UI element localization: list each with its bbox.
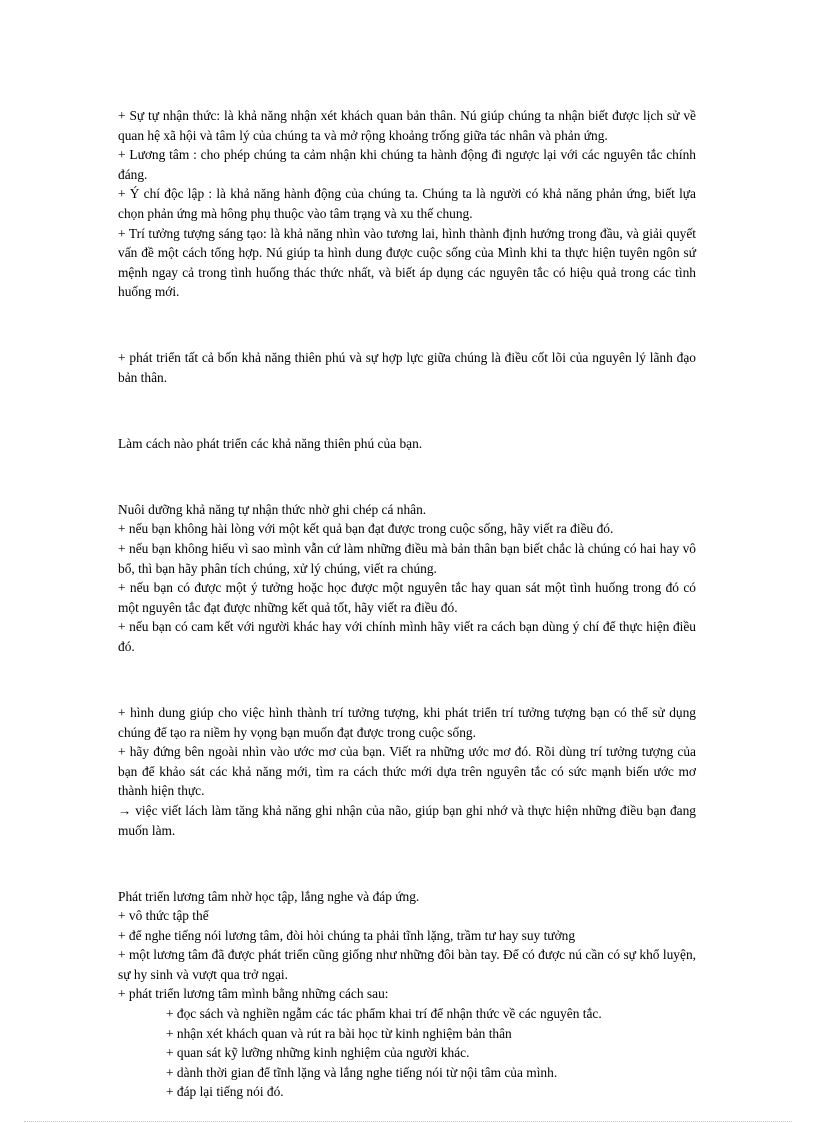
- blank-line: [118, 854, 696, 874]
- paragraph: + Sự tự nhận thức: là khả năng nhận xét khách quan bản thân. Nú giúp chúng ta nhận biết được lịch sử về quan hệ xã hội và tâm lý của chúng ta và mở rộng khoảng trống giữa tác nhân và phản ứng.: [118, 108, 696, 143]
- paragraph: → việc viết lách làm tăng khả năng ghi nhận của não, giúp bạn ghi nhớ và thực hiện những điều bạn đang muốn làm.: [118, 802, 696, 838]
- paragraph: + Trí tưởng tượng sáng tạo: là khả năng nhìn vào tương lai, hình thành định hướng trong đầu, và giải quyết vấn đề một cách tổng hợp. Nú giúp ta hình dung được cuộc sống của Mình khi ta thực hiện tuyên ngôn sứ mệnh ngay cả trong tình huống thác thức nhất, và biết áp dụng các nguyên tắc có hiệu quả trong các tình huống mới.: [118, 225, 696, 300]
- paragraph: + nếu bạn không hài lòng với một kết quả bạn đạt được trong cuộc sống, hãy viết ra điều đó.: [118, 521, 614, 537]
- paragraph: + nếu bạn không hiểu vì sao mình vẫn cứ làm những điều mà bản thân bạn biết chắc là chúng có hai hay vô bổ, thì bạn hãy phân tích chúng, xử lý chúng, viết ra chúng.: [118, 541, 696, 576]
- sub-list-item: + nhận xét khách quan và rút ra bài học từ kinh nghiệm bản thân: [166, 1025, 512, 1041]
- blank-line: [118, 315, 696, 335]
- blank-line: [118, 467, 696, 487]
- paragraph: + hình dung giúp cho việc hình thành trí tưởng tượng, khi phát triển trí tưởng tượng bạn có thể sử dụng chúng để tạo ra niềm hy vọng bạn muốn đạt được trong cuộc sống.: [118, 704, 696, 740]
- paragraph: + Lương tâm : cho phép chúng ta cảm nhận khi chúng ta hành động đi ngược lại với các nguyên tắc chính đáng.: [118, 147, 696, 182]
- paragraph: Làm cách nào phát triển các khả năng thiên phú của bạn.: [118, 435, 423, 451]
- sub-list-item: + đáp lại tiếng nói đó.: [166, 1084, 284, 1100]
- blank-line: [118, 401, 696, 421]
- paragraph: + vô thức tập thể: [118, 908, 209, 924]
- paragraph: + để nghe tiếng nói lương tâm, đòi hỏi chúng ta phải tĩnh lặng, trầm tư hay suy tưởng: [118, 927, 576, 943]
- paragraph: + hãy đứng bên ngoài nhìn vào ước mơ của bạn. Viết ra những ước mơ đó. Rồi dùng trí tưởng tượng của bạn để khảo sát các khả năng mới, tìm ra cách thức mới dựa trên nguyên tắc có sức mạnh biến ước mơ thành hiện thực.: [118, 744, 696, 799]
- paragraph: + phát triển tất cả bốn khả năng thiên phú và sự hợp lực giữa chúng là điều cốt lõi của nguyên lý lãnh đạo bản thân.: [118, 350, 696, 385]
- blank-line: [118, 670, 696, 690]
- paragraph: + nếu bạn có được một ý tưởng hoặc học được một nguyên tắc hay quan sát một tình huống trong đó có một nguyên tắc đạt được những kết quả tốt, hãy viết ra điều đó.: [118, 580, 696, 615]
- sub-list-item: + dành thời gian để tĩnh lặng và lắng nghe tiếng nói từ nội tâm của mình.: [166, 1064, 558, 1080]
- paragraph: + một lương tâm đã được phát triển cũng giống như những đôi bàn tay. Để có được nú cần có sự khổ luyện, sự hy sinh và vượt qua trở ngại.: [118, 947, 696, 982]
- sub-list-item: + đọc sách và nghiền ngẫm các tác phẩm khai trí để nhận thức về các nguyên tắc.: [166, 1006, 602, 1022]
- page-bottom-border: [24, 1121, 792, 1122]
- paragraph: + Ý chí độc lập : là khả năng hành động của chúng ta. Chúng ta là người có khả năng phản ứng, biết lựa chọn phản ứng mà hông phụ thuộc vào tâm trạng và xu thế chung.: [118, 186, 696, 221]
- sub-item-list: [118, 1004, 696, 1102]
- document-body: [118, 106, 696, 1102]
- paragraph: + phát triển lương tâm mình bằng những cách sau:: [118, 986, 389, 1002]
- paragraph: Nuôi dưỡng khả năng tự nhận thức nhờ ghi chép cá nhân.: [118, 501, 427, 517]
- paragraph: Phát triển lương tâm nhờ học tập, lắng nghe và đáp ứng.: [118, 888, 420, 904]
- paragraph-list: [118, 106, 696, 1004]
- paragraph: + nếu bạn có cam kết với người khác hay với chính mình hãy viết ra cách bạn dùng ý chí để thực hiện điều đó.: [118, 619, 696, 654]
- sub-list-item: + quan sát kỹ lưỡng những kinh nghiệm của người khác.: [166, 1045, 470, 1061]
